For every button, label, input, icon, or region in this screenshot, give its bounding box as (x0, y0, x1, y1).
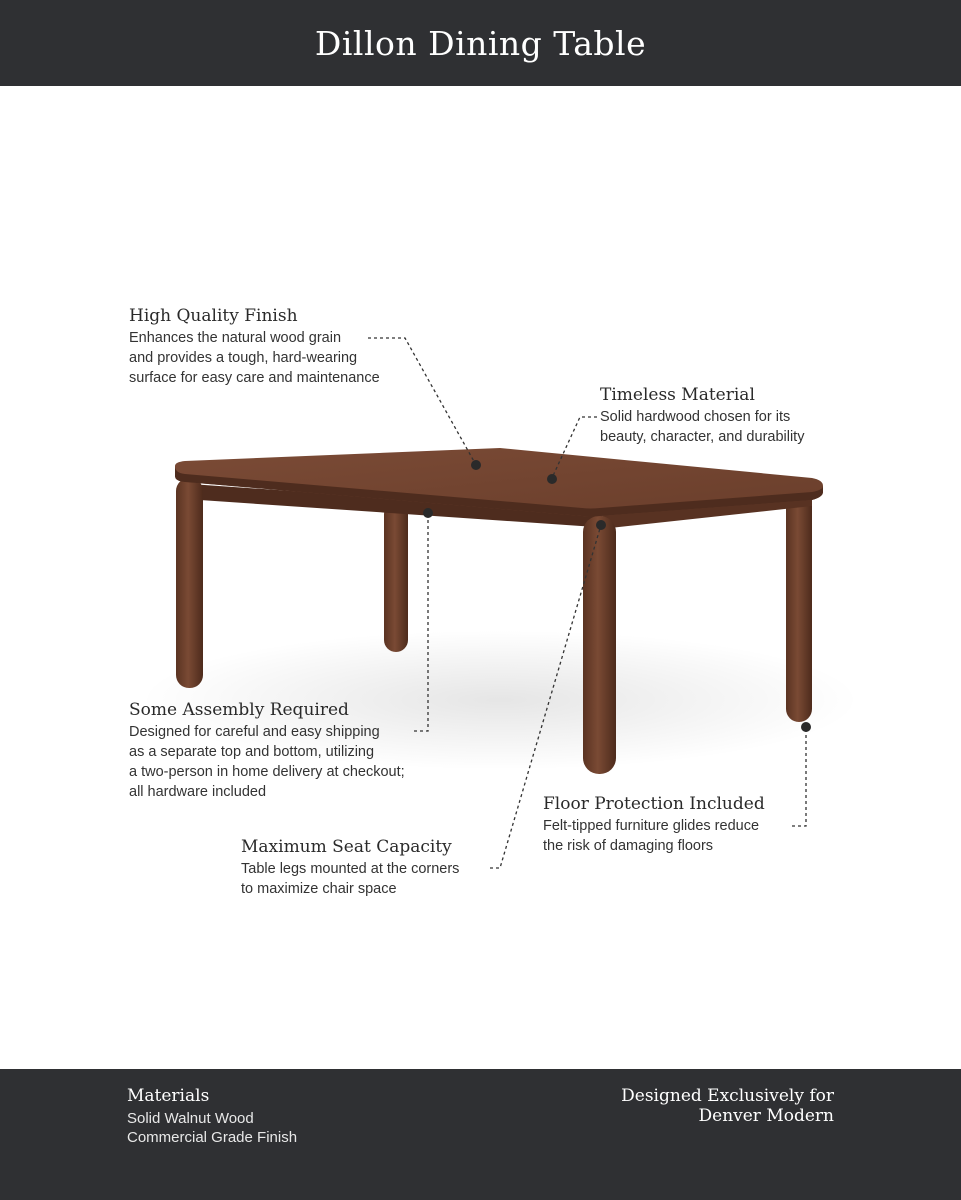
callout-title: Some Assembly Required (129, 700, 349, 720)
table-leg-front-left (176, 478, 203, 688)
materials-item: Commercial Grade Finish (127, 1129, 298, 1146)
brand-name: Denver Modern (698, 1106, 834, 1126)
callout-seat (241, 837, 459, 899)
callout-text: Enhances the natural wood grain (129, 330, 342, 346)
dot-seat (596, 520, 606, 530)
callout-text: the risk of damaging floors (543, 838, 714, 854)
callout-text: Designed for careful and easy shipping (129, 724, 380, 740)
dot-material (547, 474, 557, 484)
callout-text: to maximize chair space (241, 881, 397, 897)
footer-band (0, 1069, 961, 1200)
callout-text: Felt-tipped furniture glides reduce (543, 818, 760, 834)
callout-title: Floor Protection Included (543, 794, 765, 814)
callout-title: Maximum Seat Capacity (241, 837, 452, 857)
leader-finish (368, 338, 476, 465)
materials-block (127, 1086, 297, 1147)
designed-line: Designed Exclusively for (621, 1086, 834, 1106)
page-title: Dillon Dining Table (314, 23, 647, 63)
callout-text: surface for easy care and maintenance (129, 370, 380, 386)
callout-text: a two-person in home delivery at checkout; (129, 764, 405, 780)
callout-material (600, 385, 804, 447)
table-leg-back-right (786, 490, 812, 722)
callout-text: Table legs mounted at the corners (241, 861, 460, 877)
leader-floor (792, 727, 806, 826)
callout-text: all hardware included (129, 784, 267, 800)
materials-title: Materials (127, 1086, 210, 1106)
callout-text: and provides a tough, hard-wearing (129, 350, 358, 366)
callout-finish (129, 306, 380, 388)
callout-assembly (129, 700, 405, 802)
materials-item: Solid Walnut Wood (127, 1110, 254, 1127)
designed-exclusively (621, 1086, 834, 1126)
dot-floor (801, 722, 811, 732)
callout-floor (543, 794, 765, 856)
table-leg-front-right (583, 516, 616, 774)
table-leg-back-left (384, 502, 408, 652)
callout-text: as a separate top and bottom, utilizing (129, 744, 375, 760)
callout-text: beauty, character, and durability (600, 429, 805, 445)
dot-finish (471, 460, 481, 470)
callout-text: Solid hardwood chosen for its (600, 409, 791, 425)
callout-title: High Quality Finish (129, 306, 298, 326)
callout-title: Timeless Material (600, 385, 755, 405)
dot-assembly (423, 508, 433, 518)
